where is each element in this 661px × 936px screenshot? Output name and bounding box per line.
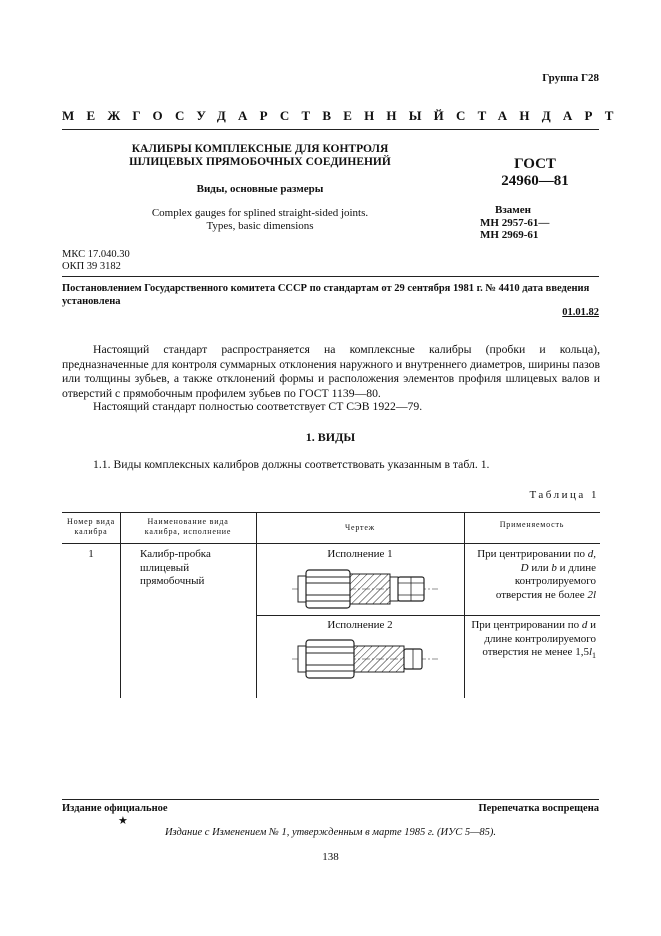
english-title-line-1: Complex gauges for splined straight-sided joints. xyxy=(151,207,369,219)
usage-1-text-a: При центрировании по xyxy=(477,548,585,560)
usage-2-text-b: и длине контролируемого отверстия не менее xyxy=(482,619,596,658)
header-type-number-line-2: калибра xyxy=(74,527,108,536)
replaces-block xyxy=(480,204,600,242)
table-header-rule xyxy=(62,543,600,544)
header-rule xyxy=(62,129,599,130)
decree-text: Постановлением Государственного комитета СССР по стандартам от 29 сентября 1981 г. № 4410 дата введения установлена xyxy=(62,283,590,307)
usage-2-coefficient: 1,5 xyxy=(575,646,589,658)
header-type-number-line-1: Номер вида xyxy=(67,517,115,526)
header-drawing: Чертеж xyxy=(344,523,376,532)
usage-1-var-dD: d, D xyxy=(520,548,596,574)
banner-interstate: МЕЖГОСУДАРСТВЕННЫЙ xyxy=(62,108,456,123)
usage-execution-1 xyxy=(468,548,596,602)
usage-1-text-or: или xyxy=(531,561,549,574)
usage-2-text-a: При центрировании по xyxy=(471,619,580,631)
usage-execution-2 xyxy=(468,619,596,663)
replaces-label: Взамен xyxy=(495,204,531,216)
table-row-divider xyxy=(256,615,600,616)
english-title-line-2: Types, basic dimensions xyxy=(206,220,314,232)
page-number: 138 xyxy=(322,851,339,863)
gost-number: 24960—81 xyxy=(501,173,569,189)
usage-2-var-d: d xyxy=(581,619,588,631)
reprint-prohibited: Перепечатка воспрещена xyxy=(478,803,599,814)
classification-codes xyxy=(62,249,130,273)
replaces-line-2: МН 2969-61 xyxy=(480,229,539,241)
official-edition: Издание официальное xyxy=(62,803,168,814)
footer-rule xyxy=(62,799,599,800)
table-column-divider xyxy=(120,512,121,698)
amendment-note: Издание с Изменением № 1, утвержденным в марте 1985 г. (ИУС 5—85). xyxy=(164,827,497,838)
okp-code: ОКП 39 3182 xyxy=(62,261,121,272)
document-subtitle: Виды, основные размеры xyxy=(196,183,324,195)
plug-gauge-drawing-1 xyxy=(290,566,440,612)
plug-gauge-drawing-2 xyxy=(290,636,440,682)
gost-block xyxy=(470,156,600,190)
header-type-name xyxy=(120,517,256,537)
standard-banner xyxy=(62,108,626,124)
codes-rule xyxy=(62,276,599,277)
replaces-line-1: МН 2957-61— xyxy=(480,216,550,229)
title-line-1: КАЛИБРЫ КОМПЛЕКСНЫЕ ДЛЯ КОНТРОЛЯ xyxy=(131,143,389,155)
body-paragraph-2: Настоящий стандарт полностью соответствует СТ СЭВ 1922—79. xyxy=(93,400,423,413)
mks-code: МКС 17.040.30 xyxy=(62,249,130,260)
row-type-name: Калибр-пробка шлицевый прямобочный xyxy=(140,548,211,587)
header-usage: Применяемость xyxy=(499,520,565,529)
header-type-name-line-2: калибра, исполнение xyxy=(144,527,232,536)
document-title xyxy=(100,143,420,169)
usage-2-subscript: 1 xyxy=(592,651,596,661)
row-type-number: 1 xyxy=(88,548,94,560)
table-caption: Таблица 1 xyxy=(529,489,599,501)
table-1 xyxy=(62,512,600,698)
usage-1-var-2l: 2l xyxy=(587,588,596,601)
header-type-name-line-1: Наименование вида xyxy=(147,517,229,526)
usage-1-text-b: и длине контролируемого отверстия не более xyxy=(495,561,596,601)
body-paragraph-3: 1.1. Виды комплексных калибров должны соответствовать указанным в табл. 1. xyxy=(93,458,490,471)
table-column-divider xyxy=(464,512,465,698)
group-code: Группа Г28 xyxy=(542,72,599,84)
star-icon: ★ xyxy=(118,815,128,827)
header-type-number xyxy=(62,517,120,537)
introduction-date: 01.01.82 xyxy=(562,307,599,318)
usage-2-var-l: l xyxy=(588,646,592,658)
title-line-2: ШЛИЦЕВЫХ ПРЯМОБОЧНЫХ СОЕДИНЕНИЙ xyxy=(129,156,391,168)
banner-standard: СТАНДАРТ xyxy=(456,108,626,123)
table-column-divider xyxy=(256,512,257,698)
table-top-rule xyxy=(62,512,600,513)
execution-2-label: Исполнение 2 xyxy=(327,619,393,631)
english-title xyxy=(100,207,420,233)
body-paragraph-1: Настоящий стандарт распространяется на комплексные калибры (пробки и кольца), предназначенные для контроля суммарных отклонения наружного и внутреннего диаметров, ширины пазов или толщины зубьев, а также отклонений формы и расположения элементов профиля шлицевых валов и отверстий с прямобочным профилем зубьев по ГОСТ 1139—80. xyxy=(62,343,600,400)
gost-label: ГОСТ xyxy=(514,156,556,172)
execution-1-label: Исполнение 1 xyxy=(327,548,393,560)
usage-1-var-b: b xyxy=(551,561,557,574)
section-heading: 1. ВИДЫ xyxy=(305,430,356,444)
